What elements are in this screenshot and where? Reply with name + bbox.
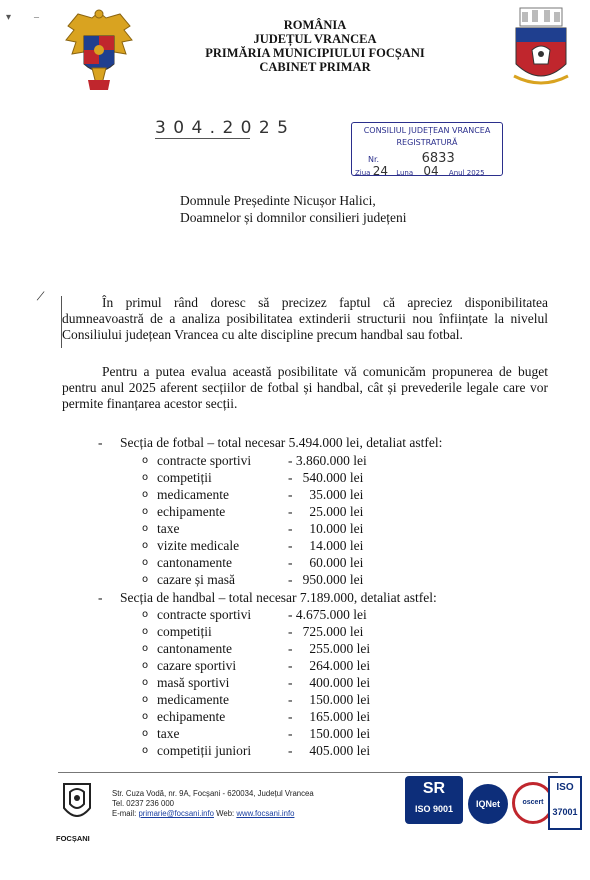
list-item bbox=[0, 554, 590, 572]
list-item bbox=[0, 623, 590, 641]
focsani-logo-label: FOCȘANI bbox=[56, 834, 90, 843]
stamp-institution: CONSILIUL JUDEȚEAN VRANCEA bbox=[363, 126, 491, 135]
bullet-icon: o bbox=[141, 472, 149, 483]
bullet-icon: o bbox=[141, 677, 149, 688]
bullet-icon: o bbox=[141, 523, 149, 534]
stamp-luna-value: 04 bbox=[423, 164, 439, 178]
footer-phone: Tel. 0237 236 000 bbox=[112, 799, 174, 808]
stamp-nr-label: Nr. bbox=[368, 155, 380, 164]
footer-web-label: Web: bbox=[216, 809, 235, 818]
item-value: - 10.000 lei bbox=[288, 521, 364, 536]
margin-pen-mark: / bbox=[35, 287, 46, 306]
list-item bbox=[0, 674, 590, 692]
item-value: - 3.860.000 lei bbox=[288, 453, 367, 468]
footer-email-link[interactable]: primarie@focsani.info bbox=[138, 809, 214, 818]
stamp-luna-label: Luna bbox=[396, 169, 414, 177]
bullet-icon: o bbox=[141, 574, 149, 585]
stamp-year: Anul 2025 bbox=[448, 169, 485, 177]
list-item bbox=[0, 503, 590, 521]
bullet-icon: o bbox=[141, 609, 149, 620]
iqnet-label: IQNet bbox=[475, 799, 500, 809]
iso-badge-top: ISO bbox=[556, 782, 574, 793]
item-value: - 14.000 lei bbox=[288, 538, 364, 553]
paragraph-2: Pentru a putea evalua această posibilitate vă comunicăm propunerea de buget pentru anul 2025 aferent secțiilor de fotbal și handbal, cât și prevederile legale care vor permite finanțarea acestor secții. bbox=[62, 364, 548, 411]
list-item bbox=[0, 537, 590, 555]
list-item bbox=[0, 606, 590, 624]
bullet-icon: o bbox=[141, 728, 149, 739]
addressee-line-2: Doamnelor și domnilor consilieri județeni bbox=[180, 210, 407, 225]
paragraph-1: În primul rând doresc să precizez faptul că apreciez disponibilitatea dumneavoastră de a analiza posibilitatea extinderii structurii nou înființate la nivelul Consiliului județean Vrancea cu alte discipline precum handbal sau fotbal. bbox=[62, 295, 548, 342]
item-name: cantonamente bbox=[157, 555, 232, 570]
stamp-zi-label: Ziua bbox=[355, 169, 371, 177]
item-name: cantonamente bbox=[157, 641, 232, 656]
header-office: CABINET PRIMAR bbox=[259, 60, 371, 74]
item-value: - 540.000 lei bbox=[288, 470, 364, 485]
focsani-coat-of-arms-icon bbox=[510, 6, 572, 90]
romania-coat-of-arms-icon bbox=[62, 8, 136, 94]
section-dash: - bbox=[98, 590, 103, 605]
list-item bbox=[0, 708, 590, 726]
list-item bbox=[0, 452, 590, 470]
list-item bbox=[0, 691, 590, 709]
item-name: masă sportivi bbox=[157, 675, 230, 690]
handball-section-title: Secția de handbal – total necesar 7.189.000, detaliat astfel: bbox=[120, 590, 437, 605]
item-value: - 25.000 lei bbox=[288, 504, 364, 519]
item-name: contracte sportivi bbox=[157, 607, 252, 622]
stamp-zi-value: 24 bbox=[372, 164, 388, 178]
bullet-icon: o bbox=[141, 694, 149, 705]
item-name: cazare și masă bbox=[157, 572, 235, 587]
item-value: - 165.000 lei bbox=[288, 709, 371, 724]
item-name: taxe bbox=[157, 726, 180, 741]
iso-badge-bottom: 37001 bbox=[552, 807, 578, 817]
item-name: vizite medicale bbox=[157, 538, 240, 553]
bullet-icon: o bbox=[141, 540, 149, 551]
stamp-registry: REGISTRATURĂ bbox=[396, 138, 458, 147]
item-value: - 150.000 lei bbox=[288, 726, 371, 741]
list-item bbox=[0, 640, 590, 658]
item-name: medicamente bbox=[157, 487, 229, 502]
item-value: - 60.000 lei bbox=[288, 555, 364, 570]
stamp-date-row bbox=[355, 164, 485, 178]
corner-mark: ▾ bbox=[6, 12, 12, 23]
bullet-icon: o bbox=[141, 455, 149, 466]
footer-web-link[interactable]: www.focsani.info bbox=[236, 809, 295, 818]
list-item bbox=[0, 486, 590, 504]
oscert-label: oscert bbox=[522, 799, 544, 806]
list-item bbox=[0, 571, 590, 589]
addressee-line-1: Domnule Președinte Nicușor Halici, bbox=[180, 193, 376, 208]
bullet-icon: o bbox=[141, 489, 149, 500]
footer-links-row bbox=[112, 809, 314, 819]
iqnet-badge bbox=[468, 784, 508, 824]
stamp-nr-value: 6833 bbox=[421, 151, 455, 166]
iso-37001-badge bbox=[548, 776, 582, 830]
item-name: medicamente bbox=[157, 692, 229, 707]
focsani-logo-icon bbox=[60, 782, 94, 830]
item-value: - 4.675.000 lei bbox=[288, 607, 367, 622]
header-block bbox=[175, 18, 455, 74]
sr-iso-9001-badge bbox=[405, 776, 463, 824]
item-value: - 255.000 lei bbox=[288, 641, 371, 656]
item-value: - 264.000 lei bbox=[288, 658, 371, 673]
bullet-icon: o bbox=[141, 660, 149, 671]
list-item bbox=[0, 657, 590, 675]
bullet-icon: o bbox=[141, 626, 149, 637]
item-name: contracte sportivi bbox=[157, 453, 252, 468]
registration-stamp bbox=[351, 122, 503, 176]
bullet-icon: o bbox=[141, 506, 149, 517]
football-section bbox=[0, 434, 590, 590]
header-county: JUDEȚUL VRANCEA bbox=[253, 32, 377, 46]
handwritten-registration-number: 3 0 4 . 2 0 2 5 bbox=[155, 118, 289, 138]
item-name: echipamente bbox=[157, 504, 226, 519]
item-name: competiții bbox=[157, 624, 212, 639]
footer-divider bbox=[58, 772, 558, 773]
list-item bbox=[0, 520, 590, 538]
sr-badge-top: SR bbox=[422, 780, 446, 797]
list-item bbox=[0, 742, 590, 760]
footer-contact bbox=[112, 789, 314, 819]
handwritten-underline bbox=[155, 138, 250, 139]
sr-badge-bottom: ISO 9001 bbox=[414, 804, 454, 814]
football-section-title: Secția de fotbal – total necesar 5.494.000 lei, detaliat astfel: bbox=[120, 435, 443, 450]
item-name: competiții bbox=[157, 470, 212, 485]
item-value: - 150.000 lei bbox=[288, 692, 371, 707]
footer-email-label: E-mail: bbox=[112, 809, 137, 818]
item-value: - 405.000 lei bbox=[288, 743, 371, 758]
section-dash: - bbox=[98, 435, 103, 450]
corner-mark-2: – bbox=[34, 12, 39, 23]
header-country: ROMÂNIA bbox=[283, 18, 347, 32]
bullet-icon: o bbox=[141, 711, 149, 722]
handball-section bbox=[0, 589, 590, 764]
item-name: competiții juniori bbox=[157, 743, 252, 758]
item-value: - 950.000 lei bbox=[288, 572, 364, 587]
bullet-icon: o bbox=[141, 745, 149, 756]
item-name: echipamente bbox=[157, 709, 226, 724]
item-name: taxe bbox=[157, 521, 180, 536]
bullet-icon: o bbox=[141, 557, 149, 568]
item-value: - 725.000 lei bbox=[288, 624, 364, 639]
item-value: - 400.000 lei bbox=[288, 675, 371, 690]
bullet-icon: o bbox=[141, 643, 149, 654]
footer-address: Str. Cuza Vodă, nr. 9A, Focșani - 620034, Județul Vrancea bbox=[112, 789, 314, 798]
item-name: cazare sportivi bbox=[157, 658, 237, 673]
header-institution: PRIMĂRIA MUNICIPIULUI FOCȘANI bbox=[205, 46, 425, 60]
list-item bbox=[0, 725, 590, 743]
list-item bbox=[0, 469, 590, 487]
item-value: - 35.000 lei bbox=[288, 487, 364, 502]
